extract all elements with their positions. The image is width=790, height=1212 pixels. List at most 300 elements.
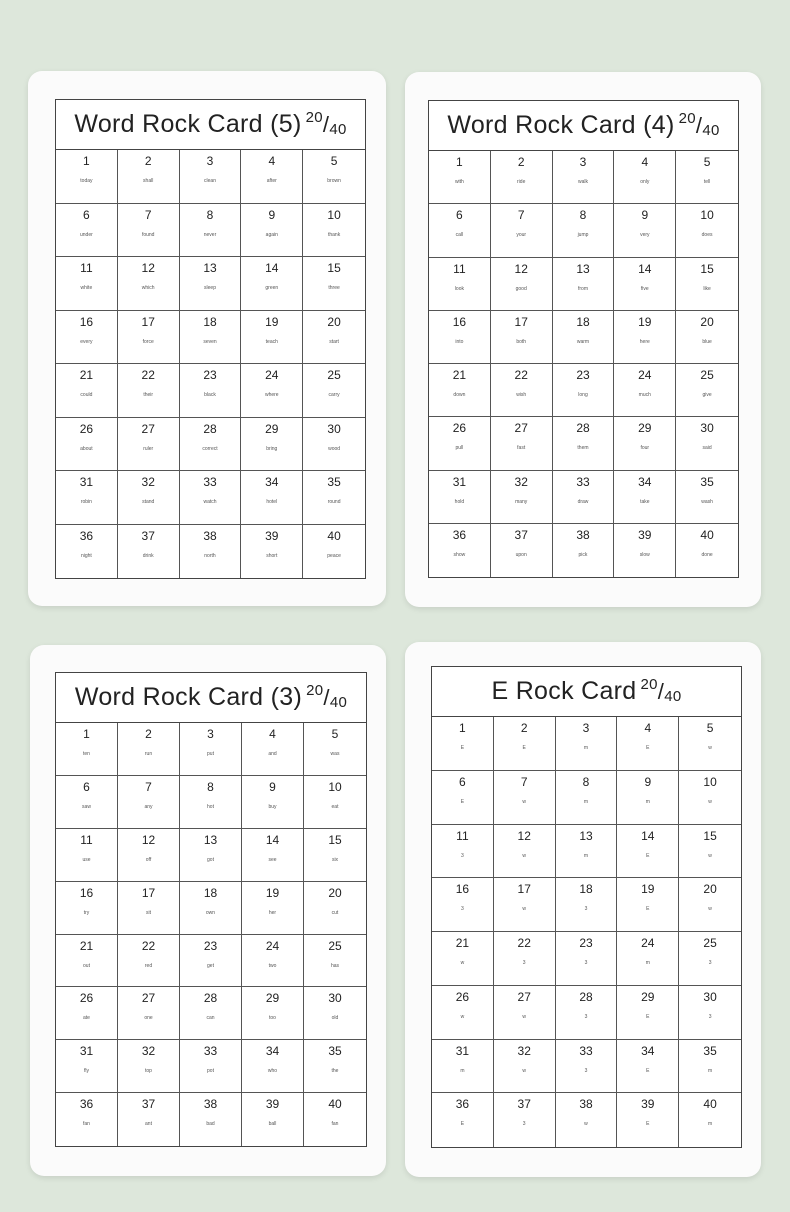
cell-number: 24 [641, 936, 655, 950]
grid-cell [617, 717, 679, 771]
cell-number: 6 [456, 208, 463, 223]
cell-number: 25 [327, 368, 341, 382]
word-grid [56, 723, 366, 1146]
cell-number: 4 [269, 727, 276, 741]
grid-cell [676, 471, 738, 524]
cell-word: sleep [204, 285, 216, 291]
cell-number: 26 [79, 421, 94, 436]
cell-number: 12 [141, 261, 155, 275]
cell-word: clean [204, 178, 216, 184]
grid-cell [432, 932, 494, 986]
cell-word: call [455, 232, 464, 239]
cell-word: fly [84, 1068, 89, 1075]
cell-number: 19 [265, 885, 280, 900]
cell-word: any [144, 803, 153, 810]
cell-word: black [204, 392, 216, 398]
cell-number: 25 [703, 936, 717, 950]
cell-word: was [330, 751, 340, 757]
cell-word: only [640, 179, 650, 185]
grid-cell [617, 932, 679, 986]
card-title-text: Word Rock Card (4) [447, 111, 675, 139]
grid-cell [56, 1093, 118, 1146]
cell-number: 10 [327, 207, 341, 222]
grid-cell [303, 525, 365, 579]
cell-number: 39 [641, 1097, 655, 1112]
cell-number: 30 [703, 989, 717, 1004]
cell-number: 34 [638, 474, 652, 489]
grid-cell [180, 723, 242, 776]
cell-word: green [265, 285, 279, 291]
cell-number: 16 [452, 314, 467, 329]
cell-word: said [702, 445, 712, 452]
grid-cell [56, 150, 118, 204]
grid-cell [491, 204, 553, 257]
grid-cell [118, 882, 180, 935]
cell-word: two [268, 962, 277, 969]
grid-cell [304, 882, 366, 935]
cell-number: 29 [265, 991, 280, 1006]
cell-number: 36 [79, 528, 94, 543]
cell-number: 14 [265, 261, 279, 275]
cell-number: 17 [141, 314, 155, 329]
cell-word: 3 [522, 1121, 526, 1128]
grid-cell [494, 1093, 556, 1147]
cell-word: ant [145, 1121, 152, 1128]
cell-word: drink [142, 552, 154, 559]
cell-word: the [331, 1068, 339, 1075]
grid-cell [56, 418, 118, 472]
cell-number: 16 [455, 882, 470, 897]
cell-word: never [203, 231, 217, 238]
cell-number: 22 [141, 938, 156, 953]
cell-word: long [578, 392, 588, 398]
cell-word: 3 [584, 960, 588, 966]
grid-cell [242, 1040, 304, 1093]
grid-cell [491, 151, 553, 204]
card-title [432, 667, 741, 717]
card-sheet [55, 99, 366, 579]
grid-cell [432, 771, 494, 825]
grid-cell [56, 935, 118, 988]
cell-number: 18 [576, 314, 590, 329]
cell-word: could [80, 392, 93, 398]
cell-word: can [206, 1015, 215, 1022]
cell-word: hold [454, 498, 465, 505]
grid-cell [242, 723, 304, 776]
cell-number: 9 [641, 208, 649, 223]
cell-number: 8 [206, 207, 214, 222]
cell-number: 3 [579, 155, 587, 169]
cell-number: 8 [207, 779, 214, 794]
card-sheet [55, 672, 367, 1147]
cell-word: carry [328, 392, 340, 398]
cell-number: 40 [328, 1097, 342, 1112]
grid-cell [679, 1040, 741, 1094]
grid-cell [429, 258, 491, 311]
cell-word: E [646, 906, 650, 913]
grid-cell [494, 825, 556, 879]
cell-number: 5 [330, 154, 338, 168]
cell-number: 27 [517, 989, 531, 1004]
cell-word: run [144, 751, 153, 757]
grid-cell [242, 1093, 304, 1146]
grid-cell [304, 1093, 366, 1146]
grid-cell [679, 932, 741, 986]
cell-word: five [640, 285, 649, 292]
cell-number: 23 [203, 938, 218, 953]
cell-number: 2 [517, 155, 525, 169]
cell-word: has [330, 962, 340, 969]
cell-word: correct [202, 445, 218, 452]
cell-word: w [522, 906, 526, 913]
cell-number: 15 [328, 832, 342, 847]
cell-word: E [646, 852, 650, 859]
cell-word: w [522, 798, 526, 805]
cell-number: 20 [328, 885, 342, 900]
acuity-fraction: 20/40 [640, 675, 682, 705]
grid-cell [180, 776, 242, 829]
cell-number: 31 [79, 475, 94, 489]
cell-word: down [453, 392, 466, 398]
cell-word: w [708, 745, 712, 751]
cell-number: 28 [576, 421, 590, 436]
cell-number: 11 [80, 832, 93, 847]
cell-number: 5 [706, 721, 714, 735]
grid-cell [429, 417, 491, 470]
acuity-fraction: 20/40 [305, 108, 347, 138]
cell-number: 11 [456, 828, 469, 843]
grid-cell [614, 417, 676, 470]
grid-cell [180, 882, 242, 935]
card-title-text: Word Rock Card (3) [74, 683, 303, 711]
cell-word: m [645, 798, 650, 805]
grid-cell [432, 986, 494, 1040]
grid-cell [617, 1040, 679, 1094]
grid-cell [304, 829, 366, 882]
cell-number: 15 [327, 261, 341, 275]
grid-cell [241, 257, 303, 311]
grid-cell [556, 717, 618, 771]
grid-cell [679, 878, 741, 932]
grid-cell [676, 364, 738, 417]
cell-number: 21 [79, 938, 94, 953]
cell-number: 32 [517, 1043, 531, 1058]
cell-word: does [701, 232, 713, 239]
cell-number: 9 [644, 774, 652, 789]
cell-number: 13 [576, 261, 590, 276]
cell-word: here [639, 338, 650, 345]
cell-number: 19 [641, 882, 655, 897]
cell-number: 3 [582, 721, 590, 735]
cell-word: blue [702, 338, 712, 345]
cell-number: 14 [265, 832, 280, 847]
grid-cell [556, 878, 618, 932]
grid-cell [180, 418, 242, 472]
cell-word: bad [206, 1121, 215, 1128]
grid-cell [617, 986, 679, 1040]
cell-number: 3 [206, 154, 214, 168]
grid-cell [241, 418, 303, 472]
cell-word: bring [266, 445, 278, 452]
card-sheet [428, 100, 739, 578]
grid-cell [491, 471, 553, 524]
cell-word: w [708, 852, 712, 859]
cell-word: m [583, 745, 589, 751]
cell-number: 33 [203, 1044, 218, 1059]
cell-word: sit [146, 909, 151, 916]
cell-word: 3 [584, 1013, 588, 1020]
cell-number: 33 [203, 475, 217, 489]
cell-word: top [145, 1068, 152, 1075]
cell-word: who [267, 1068, 278, 1075]
grid-cell [303, 364, 365, 418]
cell-number: 26 [79, 991, 94, 1006]
grid-cell [553, 524, 615, 577]
cell-word: give [702, 392, 712, 398]
cell-word: hotel [266, 499, 278, 505]
cell-number: 39 [265, 1097, 280, 1112]
grid-cell [56, 204, 118, 258]
grid-cell [553, 258, 615, 311]
cell-number: 39 [265, 528, 279, 543]
cell-number: 4 [641, 155, 649, 169]
grid-cell [303, 471, 365, 525]
cell-number: 37 [514, 527, 528, 542]
cell-word: use [82, 856, 91, 863]
grid-cell [304, 1040, 366, 1093]
word-grid [429, 151, 738, 577]
cell-number: 21 [452, 368, 467, 382]
cell-word: four [640, 445, 650, 452]
cell-number: 36 [452, 527, 467, 542]
cell-number: 32 [141, 1044, 156, 1059]
grid-cell [303, 257, 365, 311]
cell-word: red [144, 962, 153, 969]
grid-cell [304, 987, 366, 1040]
grid-cell [304, 935, 366, 988]
grid-cell [180, 257, 242, 311]
grid-cell [614, 311, 676, 364]
cell-number: 4 [644, 721, 652, 735]
cell-word: under [80, 231, 93, 238]
cell-number: 24 [265, 368, 279, 382]
cell-number: 7 [144, 207, 152, 222]
grid-cell [676, 417, 738, 470]
cell-number: 34 [265, 1044, 280, 1059]
grid-cell [556, 771, 618, 825]
cell-number: 12 [514, 261, 528, 276]
cell-number: 33 [576, 474, 590, 489]
cell-word: E [646, 745, 650, 751]
cell-word: m [708, 1067, 713, 1074]
grid-cell [432, 1040, 494, 1094]
grid-cell [118, 1040, 180, 1093]
cell-number: 22 [141, 368, 155, 382]
cell-number: 11 [453, 261, 466, 276]
cell-word: cut [331, 909, 339, 916]
grid-cell [432, 717, 494, 771]
grid-cell [118, 987, 180, 1040]
grid-cell [429, 364, 491, 417]
cell-word: walk [577, 179, 588, 185]
cell-word: night [80, 552, 92, 559]
grid-cell [553, 311, 615, 364]
cell-number: 6 [83, 779, 90, 794]
grid-cell [494, 932, 556, 986]
cell-word: robin [80, 499, 92, 505]
cell-word: thank [327, 231, 341, 238]
card-title-text: E Rock Card [491, 677, 637, 705]
cell-number: 23 [576, 368, 590, 382]
cell-number: 20 [703, 882, 717, 897]
cell-word: E [460, 745, 465, 751]
card-sheet [431, 666, 742, 1148]
grid-cell [494, 1040, 556, 1094]
cell-word: 3 [708, 1013, 712, 1020]
grid-cell [491, 524, 553, 577]
cell-number: 36 [455, 1097, 470, 1112]
grid-cell [118, 364, 180, 418]
cell-number: 27 [514, 421, 528, 436]
cell-number: 37 [141, 1097, 156, 1112]
cell-word: fan [331, 1121, 339, 1128]
cell-number: 33 [579, 1043, 593, 1058]
cell-word: upon [515, 551, 527, 558]
cell-word: hot [207, 803, 214, 810]
cell-number: 37 [141, 528, 155, 543]
cell-word: force [142, 338, 154, 345]
cell-number: 7 [145, 779, 152, 794]
cell-word: pot [207, 1068, 214, 1075]
grid-cell [118, 723, 180, 776]
grid-cell [118, 525, 180, 579]
grid-cell [491, 311, 553, 364]
cell-word: w [584, 1121, 588, 1128]
grid-cell [617, 1093, 679, 1147]
grid-cell [556, 825, 618, 879]
cell-word: peace [327, 552, 341, 559]
cell-word: tell [703, 179, 711, 185]
cell-number: 3 [207, 727, 214, 741]
grid-cell [180, 311, 242, 365]
cell-number: 35 [327, 475, 341, 489]
cell-word: E [522, 745, 526, 751]
grid-cell [679, 825, 741, 879]
cell-word: jump [577, 232, 589, 239]
cell-number: 7 [517, 208, 525, 223]
grid-cell [118, 150, 180, 204]
cell-word: round [327, 499, 341, 505]
card-word-rock-4 [405, 72, 761, 607]
grid-cell [180, 1040, 242, 1093]
card-title [56, 673, 366, 723]
grid-cell [491, 258, 553, 311]
cell-number: 22 [514, 368, 528, 382]
cell-word: wish [516, 392, 527, 398]
cell-number: 1 [83, 154, 90, 168]
cell-word: see [268, 856, 277, 863]
grid-cell [614, 258, 676, 311]
grid-cell [614, 204, 676, 257]
cell-number: 15 [703, 828, 717, 843]
cell-word: one [144, 1015, 153, 1022]
card-e-rock [405, 642, 761, 1177]
cell-number: 4 [268, 154, 276, 168]
cell-number: 40 [700, 527, 714, 542]
cell-word: 3 [522, 960, 526, 966]
cell-word: m [645, 960, 650, 966]
grid-cell [303, 418, 365, 472]
cell-number: 38 [576, 527, 590, 542]
cell-number: 31 [452, 474, 467, 489]
cell-word: w [460, 1013, 465, 1020]
cell-word: E [460, 1121, 465, 1128]
cell-number: 25 [328, 938, 342, 953]
grid-cell [553, 364, 615, 417]
grid-cell [242, 776, 304, 829]
cell-number: 30 [328, 991, 342, 1006]
grid-cell [676, 311, 738, 364]
grid-cell [180, 364, 242, 418]
grid-cell [56, 829, 118, 882]
grid-cell [556, 1093, 618, 1147]
grid-cell [118, 257, 180, 311]
cell-number: 22 [517, 936, 531, 950]
grid-cell [56, 471, 118, 525]
grid-cell [56, 723, 118, 776]
cell-word: much [638, 392, 651, 398]
cell-word: white [80, 285, 93, 291]
cell-number: 19 [265, 314, 279, 329]
cell-word: E [646, 1067, 650, 1074]
cell-number: 36 [79, 1097, 94, 1112]
cell-word: m [708, 1121, 713, 1128]
cell-number: 26 [455, 989, 470, 1004]
cell-number: 15 [700, 261, 714, 276]
grid-cell [180, 987, 242, 1040]
cell-number: 26 [452, 421, 467, 436]
cell-word: ride [517, 179, 526, 185]
cell-number: 38 [203, 528, 217, 543]
grid-cell [118, 418, 180, 472]
cell-number: 32 [141, 475, 155, 489]
cell-word: show [453, 551, 466, 558]
grid-cell [242, 882, 304, 935]
grid-cell [180, 935, 242, 988]
cell-number: 2 [520, 721, 528, 735]
cell-word: too [269, 1015, 276, 1022]
cell-number: 30 [327, 421, 341, 436]
cell-word: 3 [584, 1067, 588, 1074]
cell-number: 40 [327, 528, 341, 543]
cell-number: 10 [328, 779, 342, 794]
grid-cell [241, 525, 303, 579]
grid-cell [242, 829, 304, 882]
grid-cell [56, 882, 118, 935]
cell-word: every [80, 338, 93, 345]
grid-cell [553, 471, 615, 524]
grid-cell [56, 525, 118, 579]
grid-cell [679, 1093, 741, 1147]
cell-number: 10 [700, 208, 714, 223]
grid-cell [180, 829, 242, 882]
grid-cell [432, 825, 494, 879]
cell-number: 13 [203, 261, 217, 275]
cell-word: w [708, 906, 712, 913]
cell-word: wood [328, 445, 341, 452]
grid-cell [429, 151, 491, 204]
cell-word: ten [83, 751, 90, 757]
